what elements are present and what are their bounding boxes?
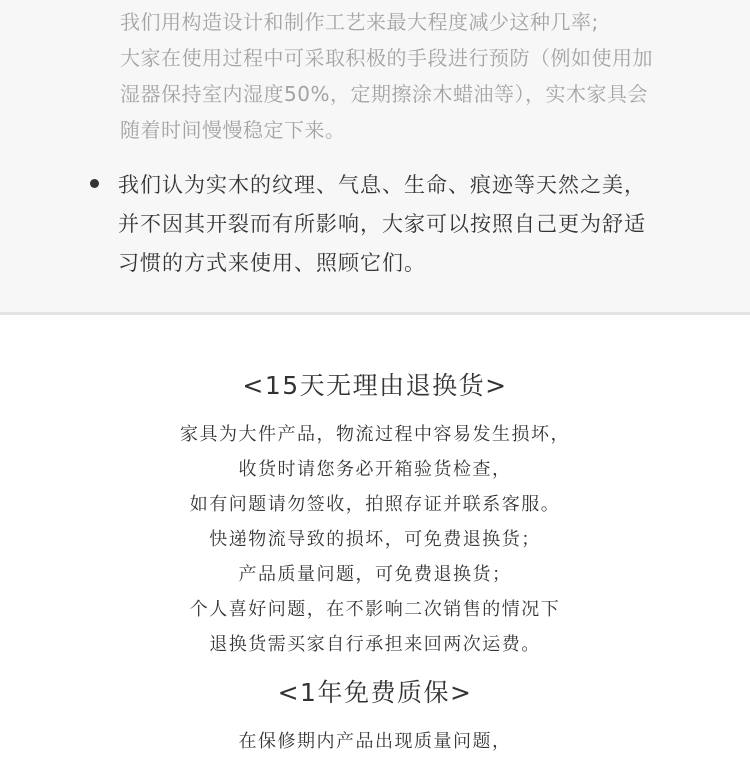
returns-heading: <15天无理由退换货> — [242, 371, 508, 400]
warranty-policy-section — [0, 676, 750, 759]
bullet-line: 并不因其开裂而有所影响，大家可以按照自己更为舒适 — [118, 212, 646, 236]
warranty-line: 在保修期内产品出现质量问题， — [238, 731, 512, 752]
returns-policy-section — [0, 369, 750, 662]
returns-line: 产品质量问题，可免费退换货； — [238, 564, 512, 585]
returns-line: 如有问题请勿签收，拍照存证并联系客服。 — [189, 494, 561, 515]
bullet-dot-icon — [90, 179, 99, 188]
care-note-line: 湿器保持室内湿度50%，定期擦涂木蜡油等），实木家具会 — [120, 82, 648, 106]
bullet-line: 我们认为实木的纹理、气息、生命、痕迹等天然之美， — [118, 173, 646, 197]
bullet-line: 习惯的方式来使用、照顾它们。 — [118, 251, 426, 275]
bullet-paragraph — [118, 166, 646, 283]
care-note-line: 我们用构造设计和制作工艺来最大程度减少这种几率; — [120, 10, 599, 34]
section-divider — [0, 312, 750, 315]
warranty-policy-text — [0, 724, 750, 759]
returns-line: 家具为大件产品，物流过程中容易发生损坏， — [180, 424, 570, 445]
returns-policy-text — [0, 417, 750, 662]
care-note-line: 随着时间慢慢稳定下来。 — [120, 118, 346, 142]
returns-line: 个人喜好问题，在不影响二次销售的情况下 — [189, 599, 561, 620]
returns-line: 收货时请您务必开箱验货检查， — [238, 459, 512, 480]
care-note-line: 大家在使用过程中可采取积极的手段进行预防（例如使用加 — [120, 46, 653, 70]
warranty-heading: <1年免费质保> — [277, 678, 473, 707]
returns-line: 快递物流导致的损坏，可免费退换货； — [209, 529, 541, 550]
care-note-section — [0, 0, 750, 314]
returns-line: 退换货需买家自行承担来回两次运费。 — [209, 634, 541, 655]
care-note-paragraph — [120, 0, 720, 148]
